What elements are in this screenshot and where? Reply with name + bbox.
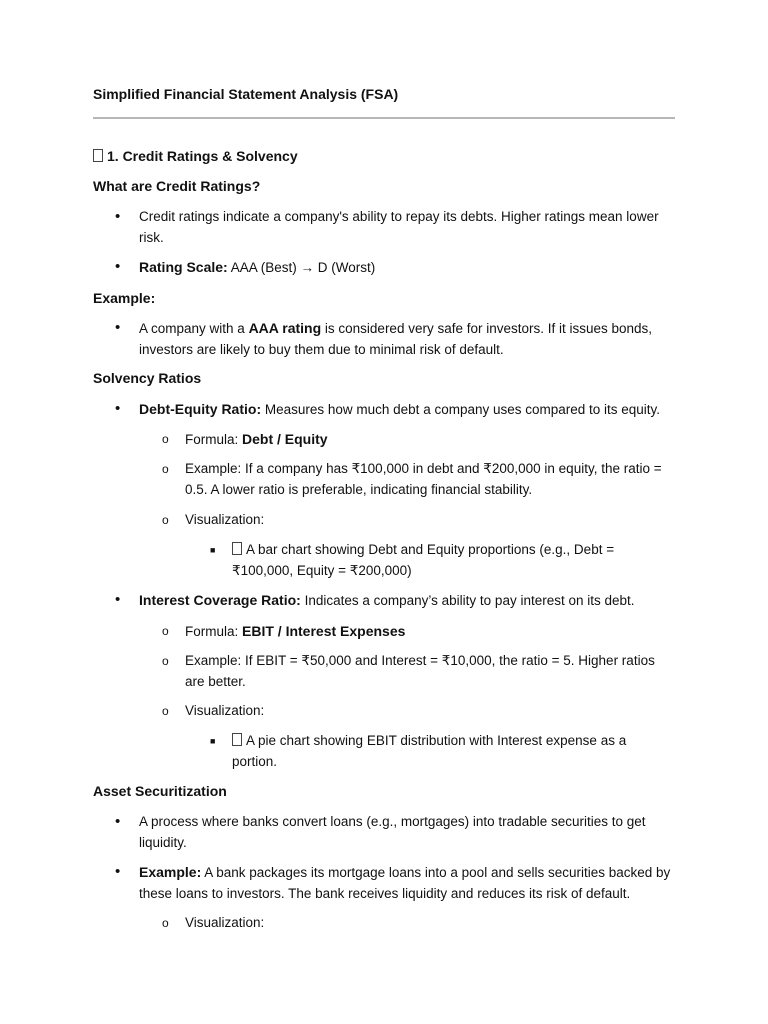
sub-list-item: o Formula: Debt / Equity — [185, 429, 675, 451]
subheading-solvency-ratios: Solvency Ratios — [93, 370, 202, 386]
bullet-icon: • — [115, 319, 121, 336]
sub-list-item: o Visualization: — [185, 913, 675, 934]
sub-list-item: o Visualization: — [185, 701, 675, 722]
subheading-what-are-credit-ratings: What are Credit Ratings? — [93, 178, 261, 194]
square-bullet-icon: ■ — [210, 736, 216, 746]
bullet-icon: • — [115, 813, 121, 830]
circle-bullet-icon: o — [162, 704, 169, 718]
sub-list-item: o Visualization: — [185, 510, 675, 531]
sub-list-item: o Example: If EBIT = ₹50,000 and Interest = ₹10,000, the ratio = 5. Higher ratios are better. — [162, 653, 655, 689]
sub-list-item: o Example: If a company has ₹100,000 in debt and ₹200,000 in equity, the ratio = 0.5. A lower ratio is preferable, indicating financial stability. — [162, 461, 662, 497]
bullet-icon: • — [115, 863, 121, 880]
sub-sub-list-item: ■ A bar chart showing Debt and Equity proportions (e.g., Debt = ₹100,000, Equity = ₹200,000) — [210, 542, 615, 578]
bullet-icon: • — [115, 591, 121, 608]
list-item: • Rating Scale: AAA (Best) → D (Worst) — [139, 257, 679, 279]
bullet-icon: • — [115, 400, 121, 417]
list-item: • A process where banks convert loans (e.g., mortgages) into tradable securities to get liquidity. — [115, 813, 646, 850]
title-divider — [93, 117, 675, 119]
list-item: • A company with a AAA rating is considered very safe for investors. If it issues bonds, investors are likely to buy them due to minimal risk of default. — [115, 319, 653, 357]
circle-bullet-icon: o — [162, 624, 169, 638]
circle-bullet-icon: o — [162, 513, 169, 527]
sub-list-item: o Formula: EBIT / Interest Expenses — [185, 621, 675, 643]
list-item: • Credit ratings indicate a company's ability to repay its debts. Higher ratings mean lower risk. — [115, 208, 659, 245]
emoji-placeholder-icon — [93, 149, 103, 162]
sub-sub-list-item: ■ A pie chart showing EBIT distribution with Interest expense as a portion. — [210, 733, 627, 769]
circle-bullet-icon: o — [162, 916, 169, 930]
list-item: • Interest Coverage Ratio: Indicates a company’s ability to pay interest on its debt. — [139, 590, 679, 612]
emoji-placeholder-icon — [232, 733, 242, 746]
subheading-example: Example: — [93, 290, 156, 306]
square-bullet-icon: ■ — [210, 545, 216, 555]
circle-bullet-icon: o — [162, 654, 169, 668]
document-title: Simplified Financial Statement Analysis (FSA) — [93, 86, 399, 102]
circle-bullet-icon: o — [162, 432, 169, 446]
circle-bullet-icon: o — [162, 462, 169, 476]
subheading-asset-securitization: Asset Securitization — [93, 783, 227, 799]
list-item: • Debt-Equity Ratio: Measures how much debt a company uses compared to its equity. — [139, 399, 679, 421]
list-item: • Example: A bank packages its mortgage loans into a pool and sells securities backed by these loans to investors. The bank receives liquidity and reduces its risk of default. — [115, 863, 671, 901]
emoji-placeholder-icon — [232, 542, 242, 555]
bullet-icon: • — [115, 208, 121, 225]
section-heading: 1. Credit Ratings & Solvency — [93, 146, 298, 167]
bullet-icon: • — [115, 258, 121, 275]
